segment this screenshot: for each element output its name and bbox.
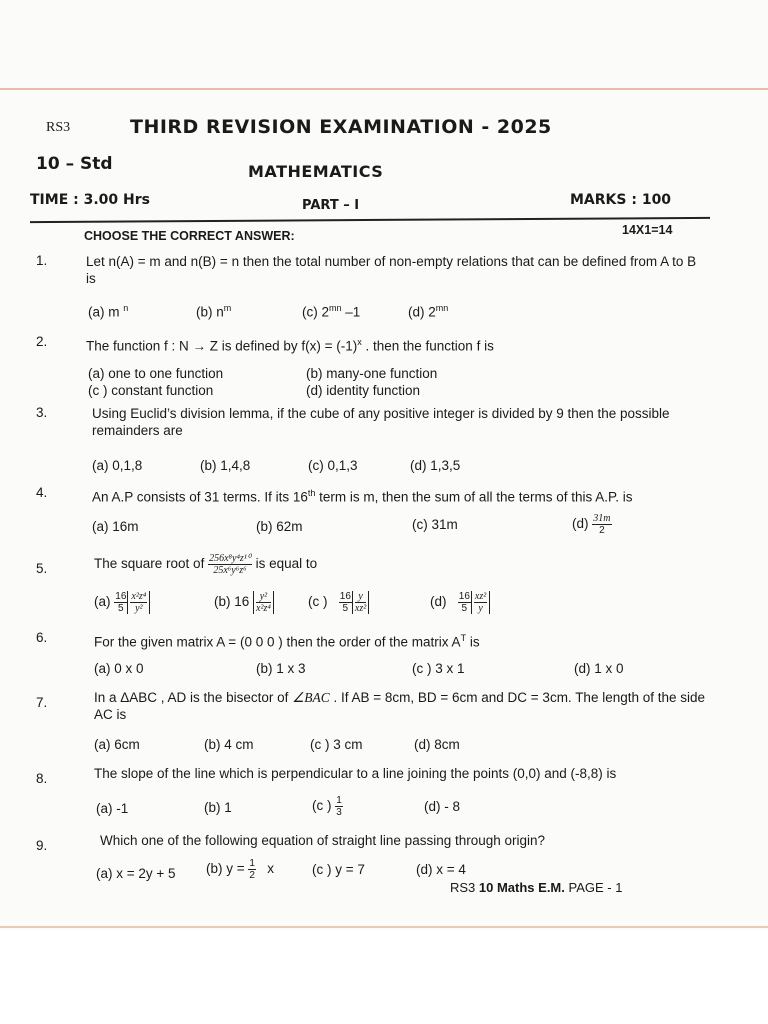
mark-scheme: 14X1=14	[622, 223, 673, 237]
header-rule	[30, 217, 710, 223]
options	[92, 591, 712, 621]
option-b: (b) 4 cm	[204, 737, 254, 752]
option-a: (a) 16m	[92, 519, 139, 534]
option-c: (c ) 3 x 1	[412, 661, 465, 676]
question-number: 8.	[36, 771, 48, 786]
instruction: CHOOSE THE CORRECT ANSWER:	[84, 229, 295, 243]
question-number: 2.	[36, 334, 48, 349]
option-a: (a) x = 2y + 5	[96, 866, 176, 881]
option-a: (a) 0 x 0	[94, 661, 144, 676]
page-edge-top	[0, 88, 768, 90]
paper-code: RS3	[46, 120, 71, 135]
option-b: (b) many-one function	[306, 366, 438, 381]
options	[92, 458, 712, 482]
option-d: (d) identity function	[306, 383, 421, 398]
time-label: TIME : 3.00 Hrs	[30, 192, 150, 208]
question-text: Using Euclid’s division lemma, if the cube of any positive integer is divided by 9 then the possible remainders are	[92, 406, 670, 438]
option-b: (b) 16 $\frac{\text{y²}}{\text{x²z⁴}}$	[214, 591, 274, 614]
option-b: (b) y = $\frac{1}{2}$ x	[206, 858, 274, 881]
question-text: The square root of $\frac{\text{256x⁸y⁴z¹⁰}}{\text{25x⁶y⁶z⁶}}$ is equal to	[94, 553, 318, 576]
option-c: (c ) $\frac{1}{3}$	[312, 795, 342, 818]
question-text: Which one of the following equation of straight line passing through origin?	[100, 833, 546, 848]
option-a: (a) 6cm	[94, 737, 140, 752]
question-text: An A.P consists of 31 terms. If its 16th term is m, then the sum of all the terms of this A.P. is	[92, 488, 633, 505]
option-b: (b) 1,4,8	[200, 458, 251, 473]
options	[88, 383, 712, 407]
question-text: The slope of the line which is perpendicular to a line joining the points (0,0) and (-8,8) is	[94, 766, 617, 781]
options	[92, 515, 712, 545]
options	[92, 661, 712, 685]
option-d: (d) $\frac{16}{5}$ $\frac{\text{xz²}}{y}$	[430, 591, 490, 614]
option-a: (a) -1	[96, 801, 129, 816]
option-b: (b) 1 x 3	[256, 661, 306, 676]
exam-title: THIRD REVISION EXAMINATION - 2025	[130, 116, 552, 138]
option-d: (d) - 8	[424, 799, 461, 814]
option-c: (c ) y = 7	[312, 862, 365, 877]
question-number: 5.	[36, 561, 48, 576]
option-b: (b) 1	[204, 800, 232, 815]
page-footer: RS3 10 Maths E.M. PAGE - 1	[450, 880, 623, 895]
option-b: (b) 62m	[256, 519, 303, 534]
option-c: (c ) constant function	[88, 383, 214, 398]
standard-label: 10 – Std	[36, 154, 113, 174]
options	[96, 859, 716, 889]
option-a: (a) m $^n$	[88, 303, 129, 320]
option-d: (d) x = 4	[416, 862, 466, 877]
marks-label: MARKS : 100	[570, 192, 672, 208]
option-c: (c) 31m	[412, 517, 458, 532]
question-number: 4.	[36, 485, 48, 500]
option-c: (c ) $\frac{16}{5}$ $\frac{y}{\text{xz²}}$	[308, 591, 369, 614]
option-c: (c ) 3 cm	[310, 737, 363, 752]
option-c: (c) 0,1,3	[308, 458, 358, 473]
options	[92, 797, 712, 827]
page-edge-bottom	[0, 926, 768, 928]
question-text: For the given matrix A = (0 0 0 ) then the order of the matrix $A^T$ is	[94, 633, 480, 650]
option-d: (d) $\frac{31m}{2}$	[572, 513, 611, 536]
option-d: (d) 8cm	[414, 737, 460, 752]
question-text: Let n(A) = m and n(B) = n then the total number of non-empty relations that can be defined from A to B is	[86, 254, 697, 286]
question-text: The function f : N → Z is defined by $f(x) = (-1)^x$ . then the function f is	[86, 337, 494, 354]
blank-area	[0, 930, 768, 1024]
question-number: 9.	[36, 838, 48, 853]
options	[92, 737, 712, 761]
part-label: PART – I	[302, 198, 360, 213]
option-b: (b) $n^m$	[196, 303, 232, 320]
option-a: (a) $\frac{16}{5}$ $\frac{\text{x²z⁴}}{\text{y²}}$	[94, 591, 150, 614]
question-number: 3.	[36, 405, 48, 420]
option-d: (d) $2^{mn}$	[408, 303, 449, 320]
question-number: 1.	[36, 253, 48, 268]
option-c: (c) $2^{mn}$ –1	[302, 303, 361, 320]
option-a: (a) 0,1,8	[92, 458, 143, 473]
option-d: (d) 1,3,5	[410, 458, 461, 473]
option-a: (a) one to one function	[88, 366, 224, 381]
subject-title: MATHEMATICS	[248, 162, 384, 181]
option-d: (d) 1 x 0	[574, 661, 624, 676]
question-number: 6.	[36, 630, 48, 645]
options	[88, 303, 712, 327]
question-number: 7.	[36, 695, 48, 710]
question-text: In a ΔABC , AD is the bisector of ∠BAC . If AB = 8cm, BD = 6cm and DC = 3cm. The length of the side AC is	[94, 690, 706, 722]
